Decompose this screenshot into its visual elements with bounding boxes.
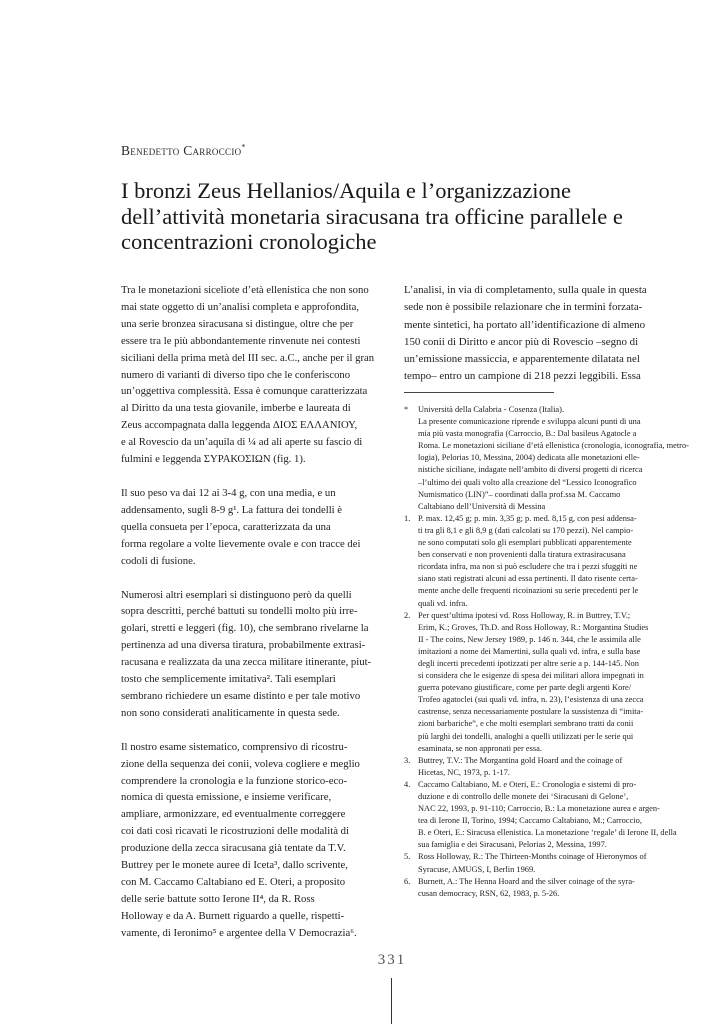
text-line: tempo– entro un campione di 218 pezzi leggibili. Essa bbox=[404, 370, 641, 383]
footnote bbox=[404, 404, 689, 513]
footnote-line: quali vd. infra. bbox=[418, 598, 468, 608]
text-line: zione della sequenza dei conii, voleva cogliere e meglio bbox=[121, 757, 360, 770]
footnote-line: logia), Pelorias 10, Messina, 2004) dedicata alle monetazioni elle- bbox=[418, 453, 640, 463]
text-line: una serie bronzea siracusana si distingue, oltre che per bbox=[121, 317, 354, 330]
text-line: addensamento, sugli 8-9 g¹. La fattura dei tondelli è bbox=[121, 503, 343, 516]
footnote-line: più larghi dei tondelli, analoghi a quelli utilizzati per le serie qui bbox=[418, 731, 634, 741]
text-line: un’emissione massiccia, e apparentemente dilatata nel bbox=[404, 353, 640, 366]
text-line: coi dati così ricavati le ricostruzioni delle modalità di bbox=[121, 825, 349, 838]
text-line: mente sintetici, ha portato all’identificazione di almeno bbox=[404, 318, 646, 331]
footnote-number: 1. bbox=[404, 513, 411, 523]
footnote-line: si considera che le esigenze di spesa dei militari allora impegnati in bbox=[418, 671, 644, 681]
body-paragraph bbox=[404, 282, 666, 386]
footnote-line: Erim, K.; Groves, Th.D. and Ross Holloway, R.: Morgantina Studies bbox=[418, 622, 649, 632]
right-column bbox=[404, 282, 666, 403]
footnote bbox=[404, 755, 666, 779]
text-line: essere tra le più abbondantemente rinvenute nei contesti bbox=[121, 334, 361, 347]
text-line: comprendere la cronologia e la funzione storico-eco- bbox=[121, 774, 348, 787]
footnote-line: Burnett, A.: The Henna Hoard and the silver coinage of the syra- bbox=[418, 876, 635, 886]
title-line: concentrazioni cronologiche bbox=[121, 229, 377, 254]
author-line bbox=[121, 143, 246, 159]
footnote bbox=[404, 779, 677, 852]
footnote-line: zioni barbariche”, e che molti esemplari sembrano tratti da conii bbox=[418, 719, 634, 729]
footnote-line: ricordata infra, ma non si può escludere che tra i pezzi sfuggiti ne bbox=[418, 562, 638, 572]
text-line: L’analisi, in via di completamento, sulla quale in questa bbox=[404, 284, 647, 296]
text-line: vamente, di Ieronimo⁵ e argentee della V Democrazia⁶. bbox=[121, 926, 357, 939]
author-footnote-mark: * bbox=[241, 142, 246, 152]
text-line: quella consueta per l’epoca, caratterizzata da una bbox=[121, 520, 331, 533]
text-line: delle serie battute sotto Ierone II⁴, da R. Ross bbox=[121, 892, 315, 905]
footnote bbox=[404, 610, 666, 755]
text-line: numero di varianti di diverso tipo che le conferiscono bbox=[121, 368, 351, 381]
text-line: sopra descritti, perché battuti su tondelli molto più irre- bbox=[121, 605, 358, 618]
body-paragraph bbox=[121, 739, 383, 942]
footnote-line: Hicetas, NC, 1973, p. 1-17. bbox=[418, 767, 510, 777]
text-line: Il nostro esame sistematico, comprensivo di ricostru- bbox=[121, 740, 348, 753]
footnote-line: Università della Calabria - Cosenza (Italia). bbox=[418, 405, 565, 414]
text-line: racusana e realizzata da una zecca militare itinerante, piut- bbox=[121, 656, 372, 669]
footnote-line: –l’ultimo dei quali volto alla creazione del “Lessico Iconografico bbox=[418, 477, 637, 487]
footnote-line: degli incerti precedenti ipotizzati per altre serie a p. 144-145. Non bbox=[418, 658, 639, 668]
footnote-line: Buttrey, T.V.: The Morgantina gold Hoard and the coinage of bbox=[418, 755, 623, 765]
footnote-line: duzione e di controllo delle monete dei ‘Siracusani di Gelone’, bbox=[418, 792, 629, 801]
footnote-line: sua famiglia e dei Siracusani, Pelorias 2, Messina, 1997. bbox=[418, 840, 607, 850]
left-column bbox=[121, 282, 383, 959]
footnote bbox=[404, 851, 666, 875]
footnote-line: ti tra gli 8,1 e gli 8,9 g (dati calcolati su 170 pezzi). Nel campio- bbox=[418, 525, 634, 535]
footnote-line: nistiche siciliane, indagate nell’ambito di diversi progetti di ricerca bbox=[418, 465, 643, 475]
footnote-line: castrense, senza necessariamente postulare la sussistenza di “imita- bbox=[418, 707, 644, 717]
footnote-number: 4. bbox=[404, 779, 411, 789]
text-line: Buttrey per le monete auree di Iceta³, dallo scrivente, bbox=[121, 859, 348, 872]
text-line: ampliare, armonizzare, ed eventualmente correggere bbox=[121, 808, 346, 821]
footnote-line: mia più vasta monografia (Carroccio, B.: Dal basileus Agatocle a bbox=[418, 429, 637, 439]
footnote-number: 2. bbox=[404, 610, 411, 620]
footnote-number: 5. bbox=[404, 852, 411, 862]
footnote-line: Caccamo Caltabiano, M. e Oteri, E.: Cronologia e sistemi di pro- bbox=[418, 779, 637, 789]
footnote-line: Roma. Le monetazioni siciliane d’età ellenistica (cronologia, iconografia, metro- bbox=[418, 441, 689, 451]
footnote-line: cusan democracy, RSN, 62, 1983, p. 5-26. bbox=[418, 888, 560, 898]
footnote-number: * bbox=[404, 405, 409, 414]
footnote-separator bbox=[404, 392, 554, 393]
text-line: Il suo peso va dai 12 ai 3-4 g, con una media, e un bbox=[121, 486, 336, 499]
footnote-line: Trofeo agatoclei (sui quali vd. infra, n. 23), l’esistenza di una zecca bbox=[418, 695, 644, 705]
footnote-line: Ross Holloway, R.: The Thirteen-Months coinage of Hieronymos of bbox=[418, 852, 647, 862]
footnote-line: mente anche delle frequenti ricoinazioni su serie precedenti per le bbox=[418, 586, 639, 596]
text-line: nomica di questa emissione, e insieme verificare, bbox=[121, 791, 332, 804]
title-line: I bronzi Zeus Hellanios/Aquila e l’organizzazione bbox=[121, 178, 572, 203]
footnote-line: P. max. 12,45 g; p. min. 3,35 g; p. med. 8,15 g, con pesi addensa- bbox=[418, 513, 637, 523]
text-line: codoli di fusione. bbox=[121, 554, 196, 567]
footnote-line: Caltabiano dell’Università di Messina bbox=[418, 501, 546, 511]
author-name: Benedetto Carroccio bbox=[121, 143, 242, 158]
title-line: dell’attività monetaria siracusana tra officine parallele e bbox=[121, 203, 623, 229]
body-paragraph bbox=[121, 485, 383, 570]
footnote-line: La presente comunicazione riprende e sviluppa alcuni punti di una bbox=[418, 417, 641, 427]
footnote bbox=[404, 876, 666, 900]
footnote-line: imitazioni a nome dei Mamertini, sulla quali vd. infra, e sulla base bbox=[418, 646, 641, 656]
text-line: 150 conii di Diritto e ancor più di Rovescio –segno di bbox=[404, 335, 639, 348]
text-line: non sono considerati analiticamente in questa sede. bbox=[121, 706, 340, 719]
text-line: golari, stretti e leggeri (fig. 10), che sembrano rivelarne la bbox=[121, 622, 369, 635]
text-line: al Diritto da una testa giovanile, imberbe e laureata di bbox=[121, 402, 351, 415]
footnote-line: NAC 22, 1993, p. 91-110; Carroccio, B.: La monetazione aurea e argen- bbox=[418, 804, 660, 814]
text-line: e al Rovescio da un’aquila di ¼ ad ali aperte su fascio di bbox=[121, 436, 363, 449]
footnote bbox=[404, 513, 666, 610]
page-number: 331 bbox=[377, 952, 407, 968]
footnote-line: siano stati registrati alcuni ad essa pertinenti. Il dato risente certa- bbox=[418, 574, 638, 584]
text-line: sede non è possibile relazionare che in termini forzata- bbox=[404, 301, 643, 314]
text-line: un’oggettiva complessità. Essa è comunque caratterizzata bbox=[121, 385, 368, 398]
article-title bbox=[121, 178, 681, 255]
margin-rule bbox=[391, 978, 392, 1024]
footnote-line: II - The coins, New Jersey 1989, p. 146 n. 344, che le assimila alle bbox=[418, 634, 641, 644]
footnote-line: Numismatico (LIN)”– coordinati dalla prof.ssa M. Caccamo bbox=[418, 489, 621, 499]
footnote-number: 6. bbox=[404, 876, 411, 886]
text-line: produzione della zecca siracusana già tentate da T.V. bbox=[121, 842, 346, 855]
text-line: Tra le monetazioni siceliote d’età ellenistica che non sono bbox=[121, 284, 369, 296]
footnote-line: tea di Ierone II, Torino, 1994; Caccamo Caltabiano, M.; Carroccio, bbox=[418, 816, 642, 826]
footnote-number: 3. bbox=[404, 755, 411, 765]
text-line: tosto che semplicemente imitativa². Tali esemplari bbox=[121, 673, 336, 686]
text-line: mai state oggetto di un’analisi completa e approfondita, bbox=[121, 300, 360, 313]
text-line: siciliani della prima metà del III sec. a.C., anche per il gran bbox=[121, 351, 375, 364]
footnote-line: ne sono computati solo gli esemplari pubblicati apparentemente bbox=[418, 538, 632, 548]
text-line: Numerosi altri esemplari si distinguono però da quelli bbox=[121, 588, 352, 601]
text-line: pertinenza ad una diversa tiratura, probabilmente extrasi- bbox=[121, 639, 366, 652]
text-line: Holloway e da A. Burnett riguardo a quelle, rispetti- bbox=[121, 909, 345, 922]
text-line: fulmini e leggenda ΣΥΡΑΚΟΣΙΩΝ (fig. 1). bbox=[121, 453, 306, 466]
footnote-line: Per quest’ultima ipotesi vd. Ross Holloway, R. in Buttrey, T.V.; bbox=[418, 610, 631, 620]
text-line: forma regolare a volte lievemente ovale e con tracce dei bbox=[121, 537, 361, 550]
footnote-line: Syracuse, AMUGS, I, Berlin 1969. bbox=[418, 864, 536, 874]
text-line: sembrano richiedere un esame distinto e per tale motivo bbox=[121, 689, 361, 702]
footnote-line: esaminata, se non appronati per essa. bbox=[418, 743, 542, 753]
body-paragraph bbox=[121, 587, 383, 722]
footnote-line: B. e Oteri, E.: Siracusa ellenistica. La monetazione ‘regale’ di Ierone II, della bbox=[418, 828, 677, 838]
text-line: con M. Caccamo Caltabiano ed E. Oteri, a proposito bbox=[121, 876, 346, 888]
footnote-line: ben conservati e non provenienti dalla tiratura extrasiracusana bbox=[418, 550, 626, 560]
body-paragraph bbox=[121, 282, 383, 468]
text-line: Zeus accompagnata dalla leggenda ΔΙΟΣ ΕΛΛΑΝΙΟΥ, bbox=[121, 419, 358, 432]
footnote-line: guerra potevano giustificare, come per parte degli argenti Kore/ bbox=[418, 683, 632, 693]
footnotes bbox=[404, 404, 689, 900]
